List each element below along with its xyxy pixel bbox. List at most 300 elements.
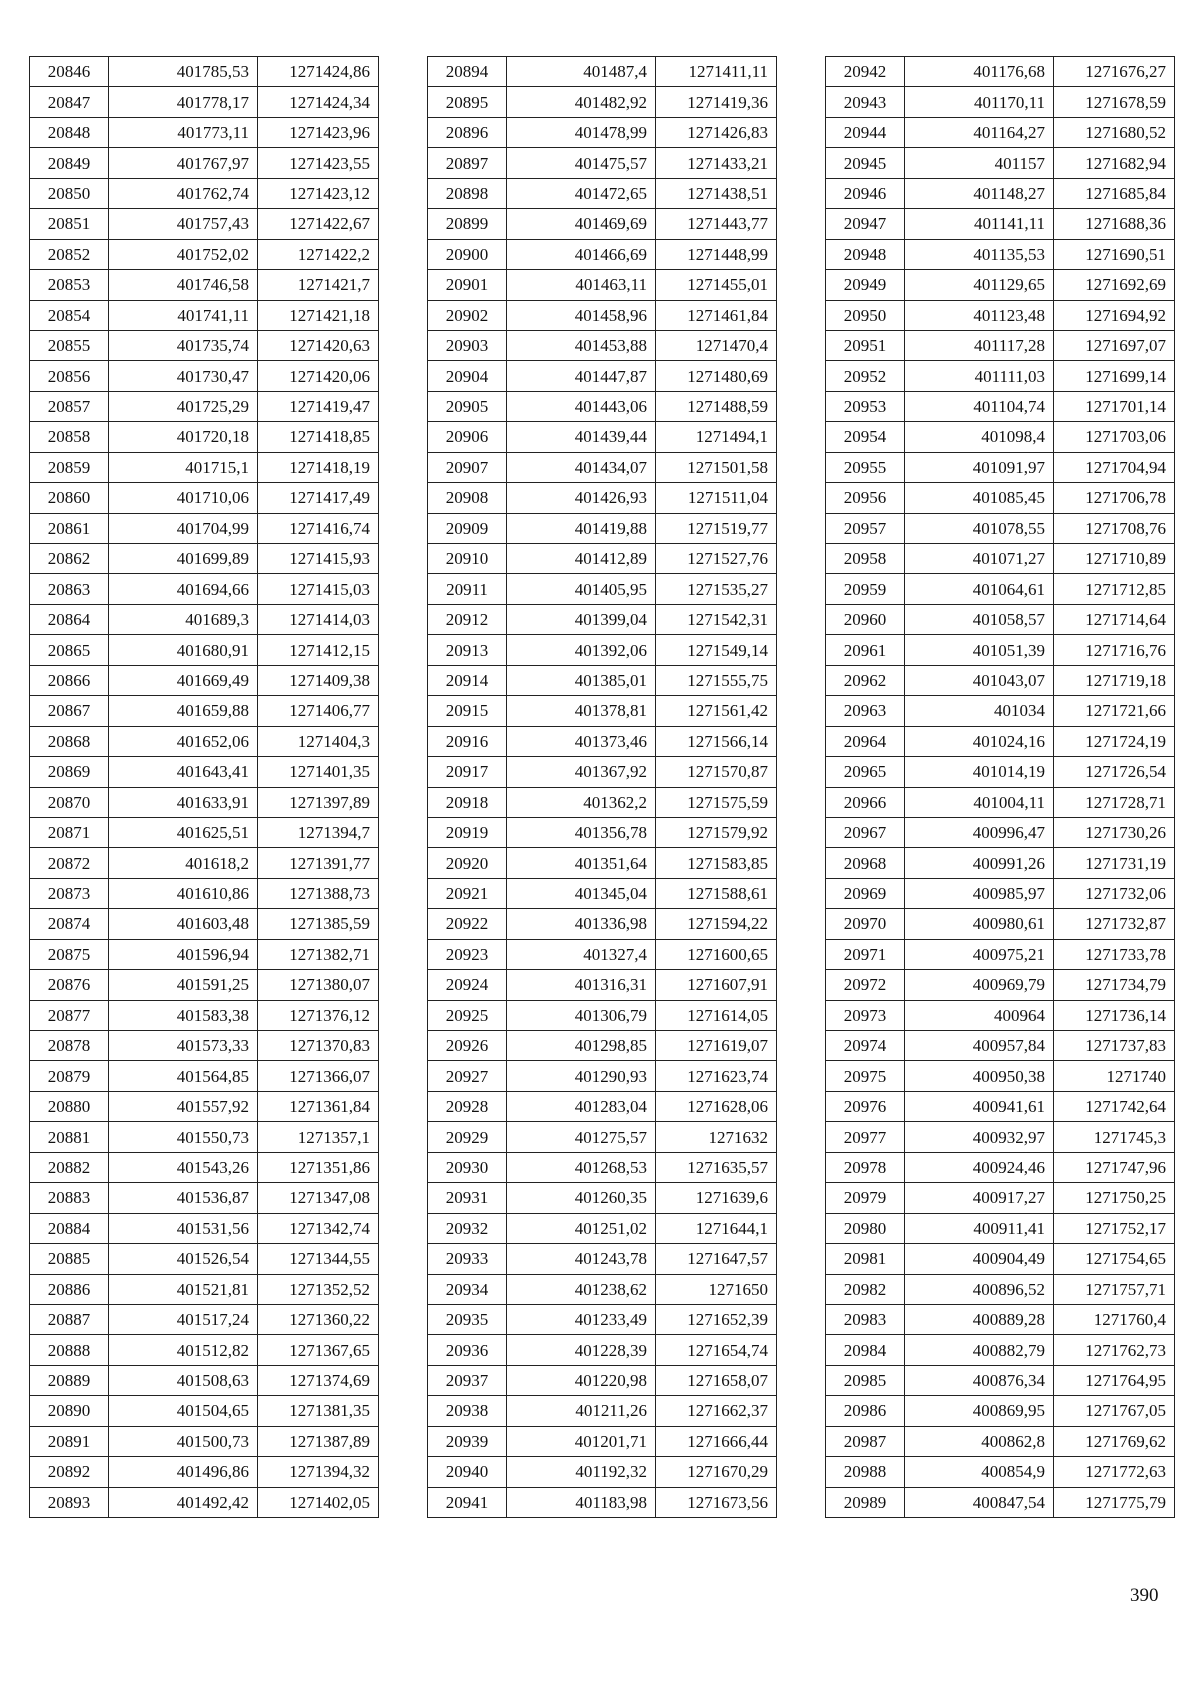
y-coordinate-cell: 1271764,95: [1054, 1365, 1175, 1395]
table-row: [428, 57, 777, 87]
x-coordinate-cell: 401492,42: [109, 1487, 258, 1517]
x-coordinate-cell: 400969,79: [905, 970, 1054, 1000]
table-row: [428, 270, 777, 300]
x-coordinate-cell: 401251,02: [507, 1213, 656, 1243]
point-number-cell: 20937: [428, 1365, 507, 1395]
table-row: [826, 726, 1175, 756]
y-coordinate-cell: 1271404,3: [258, 726, 379, 756]
table-row: [30, 1426, 379, 1456]
y-coordinate-cell: 1271732,87: [1054, 909, 1175, 939]
y-coordinate-cell: 1271420,63: [258, 330, 379, 360]
point-number-cell: 20892: [30, 1457, 109, 1487]
x-coordinate-cell: 401557,92: [109, 1091, 258, 1121]
table-row: [30, 1031, 379, 1061]
x-coordinate-cell: 401327,4: [507, 939, 656, 969]
y-coordinate-cell: 1271662,37: [656, 1396, 777, 1426]
point-number-cell: 20923: [428, 939, 507, 969]
point-number-cell: 20963: [826, 696, 905, 726]
point-number-cell: 20853: [30, 270, 109, 300]
x-coordinate-cell: 401521,81: [109, 1274, 258, 1304]
x-coordinate-cell: 400941,61: [905, 1091, 1054, 1121]
y-coordinate-cell: 1271752,17: [1054, 1213, 1175, 1243]
x-coordinate-cell: 401283,04: [507, 1091, 656, 1121]
x-coordinate-cell: 401531,56: [109, 1213, 258, 1243]
point-number-cell: 20927: [428, 1061, 507, 1091]
x-coordinate-cell: 401659,88: [109, 696, 258, 726]
y-coordinate-cell: 1271600,65: [656, 939, 777, 969]
table-row: [826, 452, 1175, 482]
table-row: [826, 422, 1175, 452]
point-number-cell: 20848: [30, 117, 109, 147]
point-number-cell: 20920: [428, 848, 507, 878]
y-coordinate-cell: 1271418,85: [258, 422, 379, 452]
x-coordinate-cell: 401543,26: [109, 1152, 258, 1182]
point-number-cell: 20857: [30, 391, 109, 421]
y-coordinate-cell: 1271632: [656, 1122, 777, 1152]
table-row: [826, 483, 1175, 513]
point-number-cell: 20917: [428, 757, 507, 787]
y-coordinate-cell: 1271685,84: [1054, 178, 1175, 208]
x-coordinate-cell: 401051,39: [905, 635, 1054, 665]
point-number-cell: 20978: [826, 1152, 905, 1182]
table-row: [30, 513, 379, 543]
point-number-cell: 20985: [826, 1365, 905, 1395]
y-coordinate-cell: 1271421,18: [258, 300, 379, 330]
x-coordinate-cell: 401192,32: [507, 1457, 656, 1487]
x-coordinate-cell: 401268,53: [507, 1152, 656, 1182]
point-number-cell: 20877: [30, 1000, 109, 1030]
x-coordinate-cell: 401129,65: [905, 270, 1054, 300]
table-row: [30, 817, 379, 847]
x-coordinate-cell: 401228,39: [507, 1335, 656, 1365]
y-coordinate-cell: 1271639,6: [656, 1183, 777, 1213]
x-coordinate-cell: 401596,94: [109, 939, 258, 969]
table-row: [30, 1152, 379, 1182]
y-coordinate-cell: 1271351,86: [258, 1152, 379, 1182]
point-number-cell: 20918: [428, 787, 507, 817]
y-coordinate-cell: 1271570,87: [656, 757, 777, 787]
y-coordinate-cell: 1271419,36: [656, 87, 777, 117]
table-row: [428, 970, 777, 1000]
x-coordinate-cell: 401591,25: [109, 970, 258, 1000]
x-coordinate-cell: 401785,53: [109, 57, 258, 87]
x-coordinate-cell: 401735,74: [109, 330, 258, 360]
x-coordinate-cell: 401085,45: [905, 483, 1054, 513]
x-coordinate-cell: 401583,38: [109, 1000, 258, 1030]
point-number-cell: 20883: [30, 1183, 109, 1213]
y-coordinate-cell: 1271360,22: [258, 1304, 379, 1334]
point-number-cell: 20965: [826, 757, 905, 787]
y-coordinate-cell: 1271704,94: [1054, 452, 1175, 482]
point-number-cell: 20981: [826, 1244, 905, 1274]
point-number-cell: 20942: [826, 57, 905, 87]
point-number-cell: 20869: [30, 757, 109, 787]
table-row: [30, 1487, 379, 1517]
x-coordinate-cell: 401487,4: [507, 57, 656, 87]
point-number-cell: 20882: [30, 1152, 109, 1182]
y-coordinate-cell: 1271734,79: [1054, 970, 1175, 1000]
y-coordinate-cell: 1271769,62: [1054, 1426, 1175, 1456]
x-coordinate-cell: 401426,93: [507, 483, 656, 513]
x-coordinate-cell: 400882,79: [905, 1335, 1054, 1365]
point-number-cell: 20913: [428, 635, 507, 665]
point-number-cell: 20922: [428, 909, 507, 939]
x-coordinate-cell: 401260,35: [507, 1183, 656, 1213]
y-coordinate-cell: 1271391,77: [258, 848, 379, 878]
y-coordinate-cell: 1271714,64: [1054, 604, 1175, 634]
table-row: [30, 1183, 379, 1213]
x-coordinate-cell: 401298,85: [507, 1031, 656, 1061]
x-coordinate-cell: 401603,48: [109, 909, 258, 939]
table-row: [30, 665, 379, 695]
point-number-cell: 20873: [30, 878, 109, 908]
y-coordinate-cell: 1271397,89: [258, 787, 379, 817]
point-number-cell: 20968: [826, 848, 905, 878]
point-number-cell: 20884: [30, 1213, 109, 1243]
table-row: [428, 817, 777, 847]
y-coordinate-cell: 1271416,74: [258, 513, 379, 543]
x-coordinate-cell: 401043,07: [905, 665, 1054, 695]
table-row: [826, 1213, 1175, 1243]
x-coordinate-cell: 400957,84: [905, 1031, 1054, 1061]
table-row: [826, 817, 1175, 847]
point-number-cell: 20957: [826, 513, 905, 543]
x-coordinate-cell: 401699,89: [109, 544, 258, 574]
point-number-cell: 20932: [428, 1213, 507, 1243]
x-coordinate-cell: 401500,73: [109, 1426, 258, 1456]
y-coordinate-cell: 1271433,21: [656, 148, 777, 178]
y-coordinate-cell: 1271494,1: [656, 422, 777, 452]
table-row: [826, 1304, 1175, 1334]
point-number-cell: 20872: [30, 848, 109, 878]
table-row: [826, 970, 1175, 1000]
y-coordinate-cell: 1271680,52: [1054, 117, 1175, 147]
y-coordinate-cell: 1271688,36: [1054, 209, 1175, 239]
y-coordinate-cell: 1271767,05: [1054, 1396, 1175, 1426]
x-coordinate-cell: 401778,17: [109, 87, 258, 117]
y-coordinate-cell: 1271676,27: [1054, 57, 1175, 87]
table-row: [428, 909, 777, 939]
y-coordinate-cell: 1271422,67: [258, 209, 379, 239]
y-coordinate-cell: 1271635,57: [656, 1152, 777, 1182]
y-coordinate-cell: 1271652,39: [656, 1304, 777, 1334]
point-number-cell: 20915: [428, 696, 507, 726]
y-coordinate-cell: 1271737,83: [1054, 1031, 1175, 1061]
x-coordinate-cell: 401757,43: [109, 209, 258, 239]
x-coordinate-cell: 401399,04: [507, 604, 656, 634]
table-row: [826, 148, 1175, 178]
table-row: [826, 878, 1175, 908]
x-coordinate-cell: 400924,46: [905, 1152, 1054, 1182]
x-coordinate-cell: 401466,69: [507, 239, 656, 269]
x-coordinate-cell: 400980,61: [905, 909, 1054, 939]
y-coordinate-cell: 1271697,07: [1054, 330, 1175, 360]
x-coordinate-cell: 401164,27: [905, 117, 1054, 147]
x-coordinate-cell: 400911,41: [905, 1213, 1054, 1243]
point-number-cell: 20972: [826, 970, 905, 1000]
y-coordinate-cell: 1271682,94: [1054, 148, 1175, 178]
x-coordinate-cell: 401439,44: [507, 422, 656, 452]
table-row: [826, 1183, 1175, 1213]
table-row: [30, 1122, 379, 1152]
point-number-cell: 20936: [428, 1335, 507, 1365]
y-coordinate-cell: 1271706,78: [1054, 483, 1175, 513]
point-number-cell: 20861: [30, 513, 109, 543]
table-row: [826, 1274, 1175, 1304]
table-row: [826, 544, 1175, 574]
x-coordinate-cell: 401773,11: [109, 117, 258, 147]
table-row: [30, 270, 379, 300]
x-coordinate-cell: 401746,58: [109, 270, 258, 300]
table-row: [30, 178, 379, 208]
y-coordinate-cell: 1271381,35: [258, 1396, 379, 1426]
x-coordinate-cell: 400896,52: [905, 1274, 1054, 1304]
table-row: [428, 330, 777, 360]
point-number-cell: 20862: [30, 544, 109, 574]
x-coordinate-cell: 401633,91: [109, 787, 258, 817]
y-coordinate-cell: 1271670,29: [656, 1457, 777, 1487]
x-coordinate-cell: 401157: [905, 148, 1054, 178]
point-number-cell: 20887: [30, 1304, 109, 1334]
table-row: [826, 787, 1175, 817]
y-coordinate-cell: 1271380,07: [258, 970, 379, 1000]
table-row: [30, 361, 379, 391]
point-number-cell: 20967: [826, 817, 905, 847]
y-coordinate-cell: 1271361,84: [258, 1091, 379, 1121]
point-number-cell: 20868: [30, 726, 109, 756]
x-coordinate-cell: 400985,97: [905, 878, 1054, 908]
table-row: [826, 1335, 1175, 1365]
table-row: [30, 848, 379, 878]
table-row: [30, 1365, 379, 1395]
x-coordinate-cell: 401504,65: [109, 1396, 258, 1426]
y-coordinate-cell: 1271344,55: [258, 1244, 379, 1274]
y-coordinate-cell: 1271382,71: [258, 939, 379, 969]
y-coordinate-cell: 1271690,51: [1054, 239, 1175, 269]
point-number-cell: 20930: [428, 1152, 507, 1182]
y-coordinate-cell: 1271703,06: [1054, 422, 1175, 452]
x-coordinate-cell: 401741,11: [109, 300, 258, 330]
point-number-cell: 20855: [30, 330, 109, 360]
table-row: [826, 1000, 1175, 1030]
table-row: [826, 57, 1175, 87]
table-row: [826, 239, 1175, 269]
point-number-cell: 20904: [428, 361, 507, 391]
x-coordinate-cell: 401643,41: [109, 757, 258, 787]
x-coordinate-cell: 400889,28: [905, 1304, 1054, 1334]
table-row: [30, 1213, 379, 1243]
point-number-cell: 20867: [30, 696, 109, 726]
table-row: [30, 970, 379, 1000]
x-coordinate-cell: 401752,02: [109, 239, 258, 269]
table-row: [826, 330, 1175, 360]
y-coordinate-cell: 1271719,18: [1054, 665, 1175, 695]
point-number-cell: 20929: [428, 1122, 507, 1152]
y-coordinate-cell: 1271542,31: [656, 604, 777, 634]
y-coordinate-cell: 1271712,85: [1054, 574, 1175, 604]
x-coordinate-cell: 401290,93: [507, 1061, 656, 1091]
point-number-cell: 20960: [826, 604, 905, 634]
table-row: [826, 1091, 1175, 1121]
point-number-cell: 20958: [826, 544, 905, 574]
x-coordinate-cell: 401345,04: [507, 878, 656, 908]
y-coordinate-cell: 1271409,38: [258, 665, 379, 695]
point-number-cell: 20889: [30, 1365, 109, 1395]
coordinate-table-1: [29, 56, 379, 1518]
y-coordinate-cell: 1271470,4: [656, 330, 777, 360]
table-row: [428, 1183, 777, 1213]
y-coordinate-cell: 1271724,19: [1054, 726, 1175, 756]
table-row: [428, 787, 777, 817]
y-coordinate-cell: 1271650: [656, 1274, 777, 1304]
point-number-cell: 20879: [30, 1061, 109, 1091]
x-coordinate-cell: 401496,86: [109, 1457, 258, 1487]
point-number-cell: 20864: [30, 604, 109, 634]
y-coordinate-cell: 1271699,14: [1054, 361, 1175, 391]
table-row: [428, 574, 777, 604]
y-coordinate-cell: 1271455,01: [656, 270, 777, 300]
table-row: [428, 1457, 777, 1487]
table-row: [428, 239, 777, 269]
x-coordinate-cell: 401469,69: [507, 209, 656, 239]
y-coordinate-cell: 1271549,14: [656, 635, 777, 665]
point-number-cell: 20980: [826, 1213, 905, 1243]
point-number-cell: 20983: [826, 1304, 905, 1334]
table-row: [428, 757, 777, 787]
table-row: [30, 544, 379, 574]
y-coordinate-cell: 1271692,69: [1054, 270, 1175, 300]
table-row: [826, 1396, 1175, 1426]
x-coordinate-cell: 401233,49: [507, 1304, 656, 1334]
point-number-cell: 20984: [826, 1335, 905, 1365]
x-coordinate-cell: 401715,1: [109, 452, 258, 482]
point-number-cell: 20925: [428, 1000, 507, 1030]
point-number-cell: 20973: [826, 1000, 905, 1030]
y-coordinate-cell: 1271750,25: [1054, 1183, 1175, 1213]
x-coordinate-cell: 401316,31: [507, 970, 656, 1000]
x-coordinate-cell: 401725,29: [109, 391, 258, 421]
point-number-cell: 20987: [826, 1426, 905, 1456]
table-row: [428, 1487, 777, 1517]
y-coordinate-cell: 1271401,35: [258, 757, 379, 787]
table-row: [826, 1031, 1175, 1061]
x-coordinate-cell: 401443,06: [507, 391, 656, 421]
y-coordinate-cell: 1271555,75: [656, 665, 777, 695]
x-coordinate-cell: 401730,47: [109, 361, 258, 391]
coordinate-table-2: [427, 56, 777, 1518]
x-coordinate-cell: 401526,54: [109, 1244, 258, 1274]
point-number-cell: 20943: [826, 87, 905, 117]
y-coordinate-cell: 1271588,61: [656, 878, 777, 908]
table-row: [30, 1000, 379, 1030]
point-number-cell: 20858: [30, 422, 109, 452]
point-number-cell: 20852: [30, 239, 109, 269]
table-row: [30, 1335, 379, 1365]
x-coordinate-cell: 400991,26: [905, 848, 1054, 878]
y-coordinate-cell: 1271644,1: [656, 1213, 777, 1243]
y-coordinate-cell: 1271666,44: [656, 1426, 777, 1456]
point-number-cell: 20870: [30, 787, 109, 817]
x-coordinate-cell: 401536,87: [109, 1183, 258, 1213]
y-coordinate-cell: 1271370,83: [258, 1031, 379, 1061]
y-coordinate-cell: 1271438,51: [656, 178, 777, 208]
table-row: [428, 1426, 777, 1456]
point-number-cell: 20874: [30, 909, 109, 939]
table-row: [826, 87, 1175, 117]
point-number-cell: 20947: [826, 209, 905, 239]
point-number-cell: 20905: [428, 391, 507, 421]
point-number-cell: 20900: [428, 239, 507, 269]
y-coordinate-cell: 1271426,83: [656, 117, 777, 147]
x-coordinate-cell: 400847,54: [905, 1487, 1054, 1517]
y-coordinate-cell: 1271736,14: [1054, 1000, 1175, 1030]
x-coordinate-cell: 401447,87: [507, 361, 656, 391]
point-number-cell: 20860: [30, 483, 109, 513]
y-coordinate-cell: 1271411,11: [656, 57, 777, 87]
point-number-cell: 20878: [30, 1031, 109, 1061]
x-coordinate-cell: 401064,61: [905, 574, 1054, 604]
x-coordinate-cell: 401024,16: [905, 726, 1054, 756]
point-number-cell: 20946: [826, 178, 905, 208]
point-number-cell: 20945: [826, 148, 905, 178]
table-row: [428, 148, 777, 178]
table-row: [826, 391, 1175, 421]
y-coordinate-cell: 1271357,1: [258, 1122, 379, 1152]
table-row: [428, 391, 777, 421]
table-row: [428, 1061, 777, 1091]
x-coordinate-cell: 401694,66: [109, 574, 258, 604]
point-number-cell: 20895: [428, 87, 507, 117]
y-coordinate-cell: 1271740: [1054, 1061, 1175, 1091]
y-coordinate-cell: 1271422,2: [258, 239, 379, 269]
y-coordinate-cell: 1271414,03: [258, 604, 379, 634]
point-number-cell: 20964: [826, 726, 905, 756]
point-number-cell: 20955: [826, 452, 905, 482]
table-row: [428, 1396, 777, 1426]
x-coordinate-cell: 401392,06: [507, 635, 656, 665]
table-row: [826, 1365, 1175, 1395]
y-coordinate-cell: 1271757,71: [1054, 1274, 1175, 1304]
table-row: [428, 1152, 777, 1182]
table-row: [826, 209, 1175, 239]
y-coordinate-cell: 1271367,65: [258, 1335, 379, 1365]
y-coordinate-cell: 1271708,76: [1054, 513, 1175, 543]
table-row: [826, 909, 1175, 939]
x-coordinate-cell: 401117,28: [905, 330, 1054, 360]
table-row: [826, 117, 1175, 147]
point-number-cell: 20846: [30, 57, 109, 87]
table-row: [30, 939, 379, 969]
table-row: [428, 422, 777, 452]
table-row: [428, 300, 777, 330]
y-coordinate-cell: 1271342,74: [258, 1213, 379, 1243]
y-coordinate-cell: 1271733,78: [1054, 939, 1175, 969]
x-coordinate-cell: 400917,27: [905, 1183, 1054, 1213]
table-row: [428, 1244, 777, 1274]
x-coordinate-cell: 400950,38: [905, 1061, 1054, 1091]
y-coordinate-cell: 1271423,96: [258, 117, 379, 147]
x-coordinate-cell: 400862,8: [905, 1426, 1054, 1456]
x-coordinate-cell: 401767,97: [109, 148, 258, 178]
x-coordinate-cell: 401104,74: [905, 391, 1054, 421]
point-number-cell: 20910: [428, 544, 507, 574]
y-coordinate-cell: 1271480,69: [656, 361, 777, 391]
table-row: [428, 117, 777, 147]
x-coordinate-cell: 401306,79: [507, 1000, 656, 1030]
page-number: 390: [1130, 1585, 1159, 1606]
table-row: [30, 209, 379, 239]
y-coordinate-cell: 1271623,74: [656, 1061, 777, 1091]
